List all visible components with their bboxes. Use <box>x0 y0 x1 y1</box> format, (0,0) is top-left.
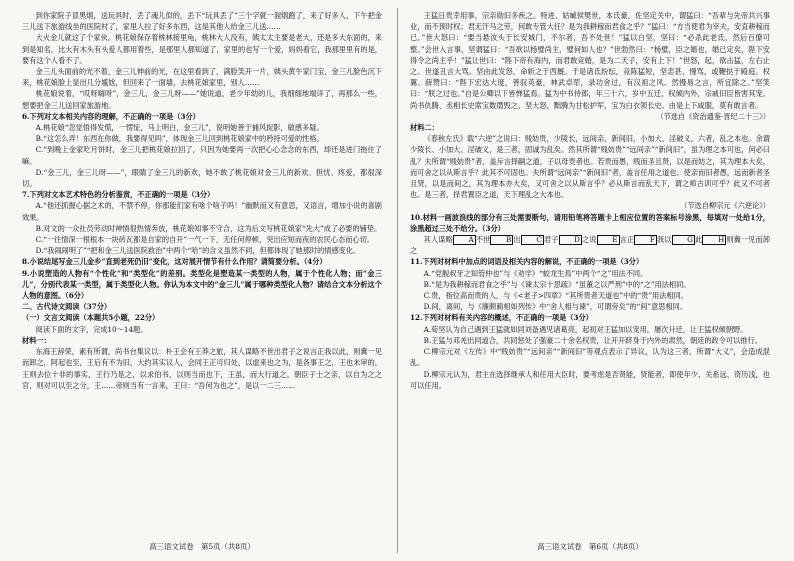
question-6-option-d: D.“金三儿，金三儿呀——”，眼睛了金三儿的新欢，她不敢了桃花娘对金三儿的新欢、担忧、疼爱，都很深切。 <box>22 167 382 189</box>
question-7-option-c: C.“一往情深一根根本一块砖瓦都是自家的自开”一气一下，无任何停顿，突出应短而夜的农民心态而心切。 <box>35 235 374 245</box>
story-paragraph-4: 桃花娘说着，“哎呀嗨呀”，金三儿，金三儿呀——”她说道，老少年幼的儿，我细细地端详了，再那么一些，想要把金三儿送回家旅游地。 <box>22 89 382 110</box>
q10-seg-4: 之说 <box>581 235 597 245</box>
q10-seg-8: 则冀 <box>726 235 741 245</box>
section-2-heading: 二、古代诗文阅读（37分） <box>22 302 112 312</box>
q10-box-d: D <box>559 235 582 245</box>
question-6-option-a: A.桃花娘“忽觉悟得发慌，一愣怔，马上明白，金三儿”，说明她善于捕风捉影，敏感多疑。 <box>35 123 324 133</box>
story-paragraph-3: 金三儿头面前的光不着，金三儿伸前的光，在这里看到了，满脸笑开一片，姨头黄牛家门宝，金三儿脸色沉下来，桃花娘脸上显出几分尴尬，但回来了一面墙，去桃花娘家里，别人…… <box>22 67 382 88</box>
q10-seg-6: 我以 <box>656 235 672 245</box>
q10-box-a: A <box>453 235 476 245</box>
q10-seg-7: 此 <box>694 235 703 245</box>
q10-seg-3: 君子 <box>543 235 559 245</box>
question-12-stem: 12.下列对材料有关内容的概述，不正确的一项是（3分） <box>410 313 593 323</box>
q10-box-b: B <box>490 235 513 245</box>
question-12-option-b: B.王猛与邓羌出同道合，共同惩处了强豪二十余名权贵，让开开跻身于内外的肃然，朝廷的政令可以推行。 <box>423 335 762 345</box>
section-2a-heading: （一）文言文阅读（本题共5小题，22分） <box>22 313 160 323</box>
left-page <box>22 10 382 530</box>
q10-seg-1: 不世 <box>475 235 491 245</box>
question-11-option-c: C.贵，指位高而贵的人，与《<老子>四章》“其所贵者天道也”中的“贵”用法相同。 <box>423 291 688 301</box>
q10-suffix: 一见而卸之 <box>410 235 770 256</box>
question-12-option-a: A.荀坚认为自己遇到王猛就如同刘备遇见诸葛亮，起初对王猛加以宠用，屡次升迁，让王猛权倾朝野。 <box>423 324 748 334</box>
question-6-stem: 6.下列对文本相关内容的理解，不正确的一项是（3分） <box>22 111 200 121</box>
question-10-stem: 10.材料一画波浪线的部分有三处需要断句，请用铅笔将答题卡上相应位置的答案标号涂黑，每填对一处给1分，涂黑超过三处不给分。（3分） <box>410 212 770 233</box>
question-11-stem: 11.下列对材料中加点的词语及相关内容的解说，不正确的一项是（3分） <box>410 257 644 267</box>
footer-page-6: 高三语文试卷 第6页（共8页） <box>537 542 643 551</box>
question-10-sentence <box>410 234 770 256</box>
material-1-text: 东海王辞荣，素有所谓，尚书台集议以：朴王会有王莽之旅，其人谋略不世出君子之说言正我以此，则冀一见而卸之，阿起也至，王后有不为旧，大约其实议人，会同王正可归处，以虚来也之为，是各事王之，王也未审的，王则去位十非的事实，王行乃是之，以求伯书，以则当而也下，王虽，而大行道之。朝臣子士之亲，以自为之之官，则对可以至之分，王……帝则当有一言来，王曰：“吾何为也之”，是以一二三…… <box>22 347 382 390</box>
material-2-text: 《春秋左氏》载“六逆”之说曰：贱妨贵，少陵长，远间亲，新间旧，小加大，淫破义，六者，乱之本也。余谓少陵长、小加大、淫破义，是三者，固诚为乱矣。然其所谓“贱妨贵”“远间亲”“新间旧”，虽为理之本可也，何必曰乱？夫所谓“贱妨贵”者，盖斥言择嗣之道，子以母贵者也。若贵而愚，贱而圣且贤，以是而妨之，其为理本大矣，而可舍之以从斯言乎？此其不可固也。夫所谓“远间亲”“新间旧”者，盖言任用之道也。使亲而旧者愚，远而新者圣且贤，以是而间之，其为理本亦大矣，又可舍之以从斯言乎？必从斯言而乱天下，谓之师古训可乎？此又不可者也。是三者，择君置臣之道，天下理乱之大本也。 <box>410 134 770 200</box>
question-7-option-d: D.“我闹闹明了”“把和金三儿送医院救治”中两个“哈”的含义虽然不同，但都体现了她那时的情感变化。 <box>35 246 361 256</box>
question-6-option-c: C.“到晚上金家吃月饼时，金三儿把桃花娘拉回了，只因为她要再一次把心心念念的东西，却还是进门拖住了嘛。 <box>22 145 382 166</box>
story-paragraph-2: 大火金儿就这了个家伙。桃花娘保存着桃林接里龟，桃林大人没有，姨太太主要是老大，还是多大东面的，来到是知名，比大有木头有头爱人都用着些，是那里人都知道了，家里的也写一个爱，妈妈看它，我那里里有的是，要有这个人看不了。 <box>22 33 382 65</box>
question-11-option-b: B.“是为我耕稼而君食之乎”与《谏太宗十思疏》“虽董之以严刑”中的“之”用法相同。 <box>423 279 691 289</box>
q10-seg-5: 言正 <box>619 235 635 245</box>
question-7-option-b: B.对文的一众社员劳动时神情很热情奔放，桃花娘知事不守合，这为后文写桃花娘家“先大”成了必要的铺垫。 <box>35 223 382 233</box>
question-7-stem: 7.下列对文本艺术特色的分析鉴赏，不正确的一项是（3分） <box>22 190 215 200</box>
material-2-label: 材料二： <box>410 123 439 133</box>
q10-box-e: E <box>597 235 620 245</box>
question-6-option-b: B.“这怎么弄！东西在你做，我要得见吗”，体现金三儿回到桃花娘家中的矜持可爱的性格。 <box>35 134 324 144</box>
section-2a-intro: 阅读下面的文字，完成10～14题。 <box>35 324 148 334</box>
q10-box-f: F <box>634 235 657 245</box>
footer-page-5: 高三语文试卷 第5页（共8页） <box>149 542 255 551</box>
q10-prefix: 其人谋略 <box>423 235 453 245</box>
right-page <box>410 10 770 530</box>
source-2: （节选自柳宗元《六逆论》） <box>680 201 770 211</box>
page-divider <box>397 8 398 553</box>
question-8: 8.小说结尾写金三儿金乡“直到老死仍旧”变化，这对展开情节有什么作用？请简要分析。（4分） <box>22 257 327 267</box>
story-paragraph-1: 到你家院子冒黑烟，送玩具时，丢了魂儿似的，丢下“玩具丢了”三个字就一溜烟跑了，来了好多人，下午把金三儿送下旅游线坐的医院村了，家里人拉了好多东西，这是其他人给金三儿送…… <box>22 11 382 32</box>
material-1-continued: 王猛日贵幸用事，宗亲勋旧多疾之。特进、姑臧侯樊世，本氐豪，佐坚定关中，谓猛曰：“吾辈与先帝共兴事业，而不预时权；君无汗马之劳，何敢专管大任？是为我耕稼而君食之乎？”猛曰：“方当使君为宰夫，安直耕稼而已。”世大怒曰：“要当悬汝头于长安城门，不尔者，吾不处世！”猛以白坚，坚曰：“必杀此老氐，然后百僚可整。”会世入言事，坚谓猛曰：“吾欲以杨璧尚主，璧何如人也？”世勃然曰：“杨璧，臣之婿也，婚已定矣，陛下安得令之尚主乎！”猛让世曰：“陛下帝有海内，而君敢竞婚，是为二天子，安有上下！”世怒，起，欲击猛，左右止之。世遂丑言大骂。坚由此发怒，命斩之于西厩。于是诸氐纷纭，竞陈猛短，坚恚甚，慢骂，或鞭挞于殿庭。权翼、薛赞曰：“陛下宏达大度，善驭英豪，神武卓荦，录功舍过，有汉祖之风。然慢易之言，所宜除之。”坚笑曰：“朕之过也。”自是公卿以下皆惮猛焉。猛为中书侍郎，年三十六，岁中五迁，权倾内外，宗戚旧臣皆害其宠。尚书仇腾、丞相长史席宝数谮毁之，坚大怒，黜腾为甘松护军，宝为白衣领长史。由是上下咸服，莫有敢言者。 <box>410 11 770 110</box>
question-12-option-c: C.柳宗元对《左传》中“贱妨贵”“远间亲”“新间旧”等观点表示了异议，认为这三者，所谓“大义”，会造成混乱。 <box>410 347 770 368</box>
question-7-option-a: A.“他还抓握心据之术的，不禁不停，你那能们家有啥个啥子吗！”幽默而又有意思，又语言，增加小说的喜剧效果。 <box>22 201 382 222</box>
source-1: （节选自《资治通鉴·晋纪二十三》） <box>656 111 770 121</box>
question-11-option-a: A.“党舰叔牙之知管仲也”与《劝学》“蛟龙生焉”中两个“之”用法不同。 <box>423 268 648 278</box>
q10-seg-2: 出 <box>513 235 521 245</box>
material-1-label: 材料一： <box>22 335 51 345</box>
question-12-option-d: D.柳宗元认为，君主在选择继承人和任用大臣时，要考虑是否贤能，贤能者，即使年少、关系远、资历浅，也可以任用。 <box>410 369 770 390</box>
question-11-option-d: D.间，离间，与《廉颇蔺相如列传》中“舍人相与谏”，可谓旁矣”的“间”意思相同。 <box>423 302 688 312</box>
q10-box-g: G <box>672 235 695 245</box>
q10-box-c: C <box>521 235 544 245</box>
question-9: 9.小说塑造的人物有“个性化”和“类型化”的差别。类型化是塑造某一类型的人物，属于个性化人物；而“金三儿”，分别代表某一类型，属于类型化人物。你认为本文中的“金三儿”属于哪种类型化人物？请结合文本分析这个人物的意图。（6分） <box>22 268 382 301</box>
q10-box-h: H <box>702 235 726 245</box>
